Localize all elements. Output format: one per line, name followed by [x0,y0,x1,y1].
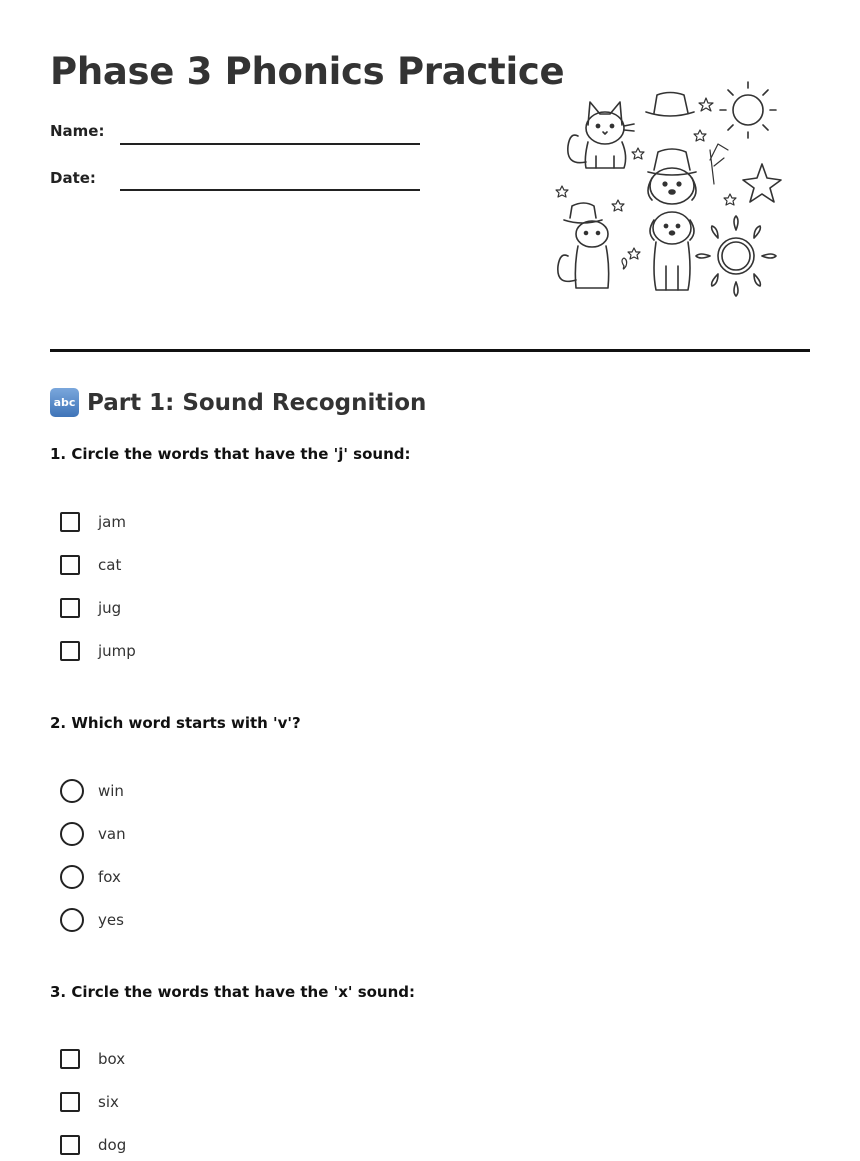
option-label: win [98,782,124,800]
option-label: yes [98,911,124,929]
cat-icon [568,102,634,168]
question-1-option[interactable] [60,510,126,534]
checkbox[interactable] [60,555,80,575]
date-field[interactable] [120,189,420,191]
option-label: six [98,1093,119,1111]
section-title: Part 1: Sound Recognition [87,389,427,416]
hat-icon [646,93,694,117]
cat-with-hat-icon [558,203,609,288]
worksheet-title: Phase 3 Phonics Practice [50,50,565,93]
question-2-option[interactable] [60,822,126,846]
radio-button[interactable] [60,865,84,889]
option-label: jump [98,642,136,660]
checkbox[interactable] [60,1092,80,1112]
option-label: box [98,1050,126,1068]
question-3-option[interactable] [60,1047,126,1071]
option-label: dog [98,1136,127,1154]
radio-button[interactable] [60,908,84,932]
name-field[interactable] [120,143,420,145]
checkbox[interactable] [60,641,80,661]
question-3-option[interactable] [60,1090,119,1114]
flower-sun-icon [696,216,776,296]
option-label: van [98,825,126,843]
small-stars-icon [556,98,736,269]
dog-with-hat-icon [648,149,696,204]
checkbox[interactable] [60,598,80,618]
question-2-prompt: 2. Which word starts with 'v'? [50,714,301,732]
name-label: Name: [50,122,105,140]
section-heading [50,388,426,417]
question-2-option[interactable] [60,908,124,932]
radio-button[interactable] [60,822,84,846]
option-label: cat [98,556,122,574]
question-1-option[interactable] [60,596,122,620]
question-3-prompt: 3. Circle the words that have the 'x' sound: [50,983,416,1001]
sun-icon [720,82,776,138]
question-1-option[interactable] [60,553,122,577]
dog-icon [650,212,694,290]
cats-dogs-doodle-illustration [548,80,788,300]
question-2-option[interactable] [60,865,121,889]
option-label: jug [98,599,122,617]
question-1-prompt: 1. Circle the words that have the 'j' sound: [50,445,411,463]
question-1-option[interactable] [60,639,136,663]
checkbox[interactable] [60,1049,80,1069]
header-divider [50,349,810,352]
checkbox[interactable] [60,512,80,532]
radio-button[interactable] [60,779,84,803]
star-icon [743,164,781,202]
option-label: fox [98,868,121,886]
option-label: jam [98,513,126,531]
question-2-option[interactable] [60,779,124,803]
date-label: Date: [50,169,96,187]
abc-icon: abc [50,388,79,417]
checkbox[interactable] [60,1135,80,1155]
question-3-option[interactable] [60,1133,127,1157]
